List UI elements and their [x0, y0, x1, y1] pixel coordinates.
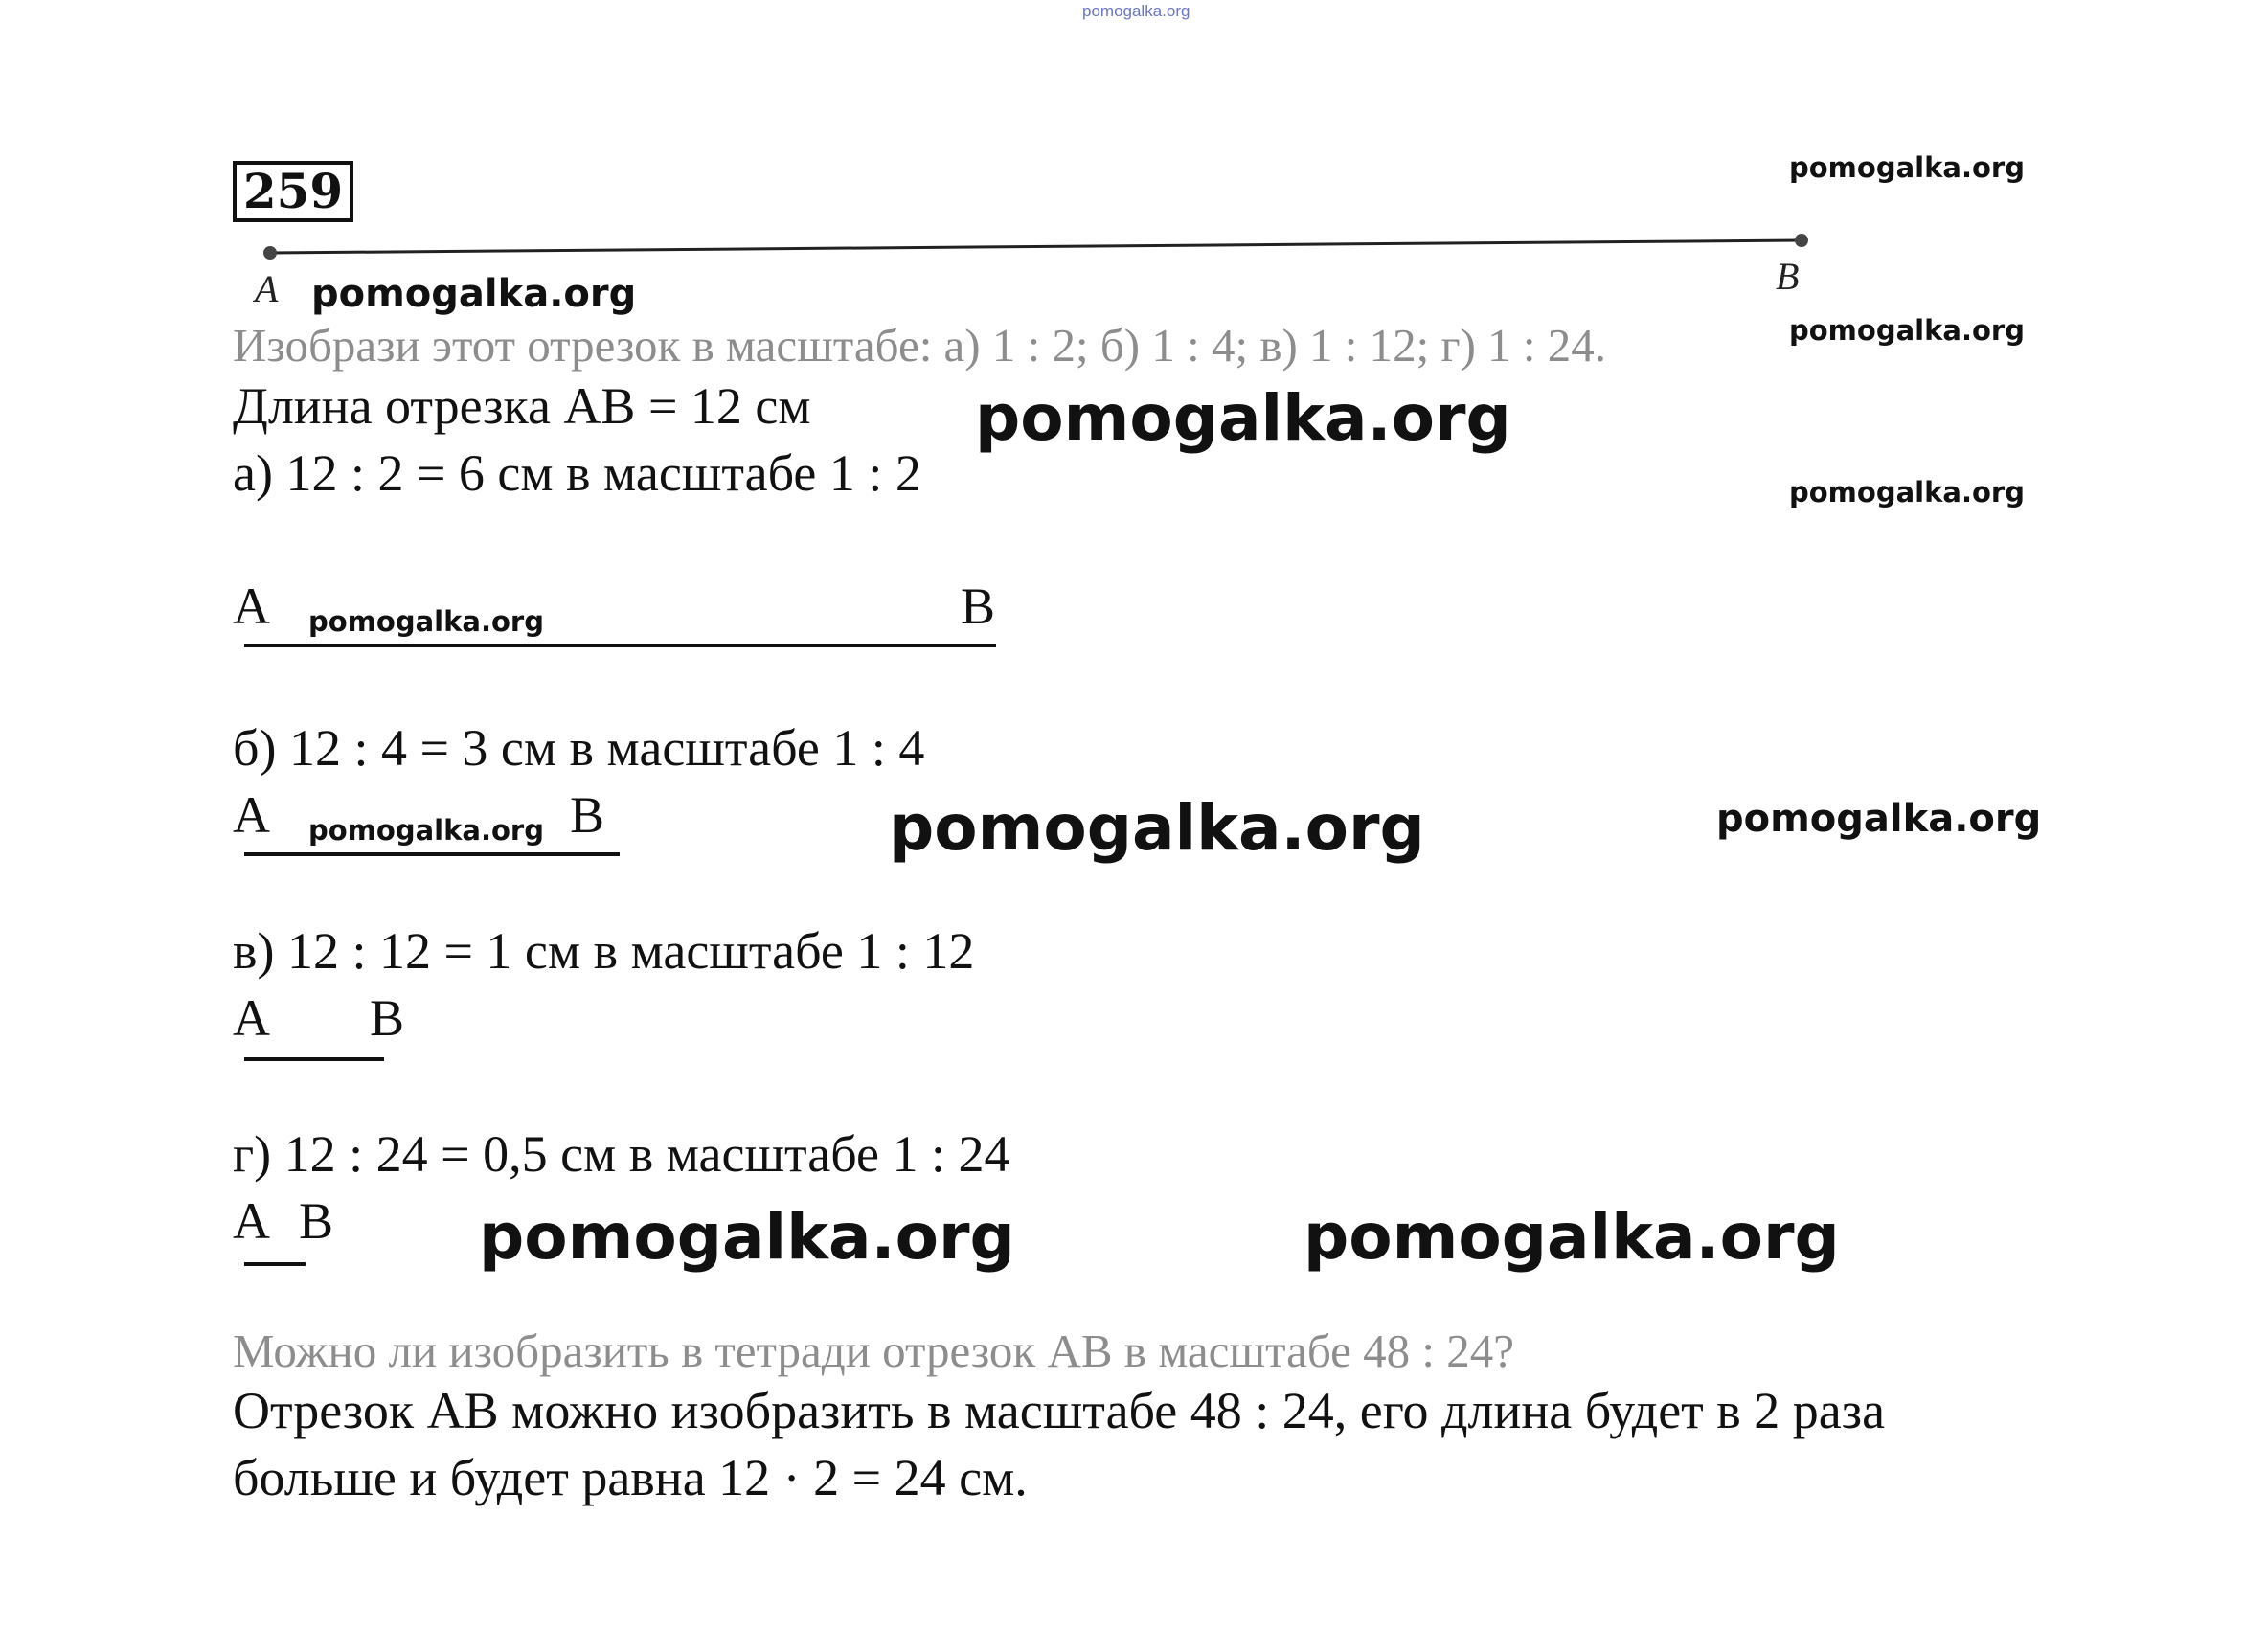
part-c-point-b: В	[370, 989, 405, 1047]
watermark-large-1: pomogalka.org	[975, 381, 1511, 455]
part-b-text: б) 12 : 4 = 3 см в масштабе 1 : 4	[233, 719, 925, 777]
figure-point-a-label: A	[255, 267, 279, 310]
part-d-segment	[244, 1262, 306, 1266]
part-a-point-b: В	[961, 577, 996, 635]
part-d-point-b: В	[299, 1192, 334, 1250]
answer-2-line-1: Отрезок АВ можно изобразить в масштабе 48 : 24, его длина будет в 2 раза	[233, 1382, 1886, 1439]
segment-ab-line	[270, 240, 1802, 253]
part-d-text: г) 12 : 24 = 0,5 см в масштабе 1 : 24	[233, 1125, 1010, 1183]
point-b-dot	[1795, 234, 1808, 247]
part-c-point-a: А	[233, 989, 270, 1047]
part-a-segment	[244, 644, 996, 647]
part-d-point-a: А	[233, 1192, 270, 1250]
watermark-medium-2: pomogalka.org	[1716, 797, 2042, 841]
watermark-small-4: pomogalka.org	[308, 605, 544, 638]
watermark-large-3: pomogalka.org	[479, 1200, 1015, 1274]
watermark-small-2: pomogalka.org	[1789, 314, 2025, 347]
watermark-small-5: pomogalka.org	[308, 814, 544, 847]
watermark-top: pomogalka.org	[1082, 2, 1190, 20]
part-c-segment	[244, 1057, 384, 1061]
watermark-small-1: pomogalka.org	[1789, 151, 2025, 184]
answer-2-line-2: больше и будет равна 12 · 2 = 24 см.	[233, 1449, 1028, 1506]
part-a-text: а) 12 : 2 = 6 см в масштабе 1 : 2	[233, 444, 921, 502]
part-a-point-a: А	[233, 577, 270, 635]
watermark-small-3: pomogalka.org	[1789, 476, 2025, 509]
watermark-medium-1: pomogalka.org	[311, 272, 637, 316]
point-a-dot	[263, 246, 277, 260]
given-length: Длина отрезка АВ = 12 см	[233, 377, 811, 435]
watermark-large-4: pomogalka.org	[1304, 1200, 1840, 1274]
figure-point-b-label: B	[1776, 255, 1800, 298]
segment-figure	[259, 230, 1820, 268]
task-number: 259	[233, 161, 353, 222]
part-c-text: в) 12 : 12 = 1 см в масштабе 1 : 12	[233, 922, 975, 980]
watermark-large-2: pomogalka.org	[889, 791, 1425, 865]
part-b-segment	[244, 852, 620, 856]
part-b-point-b: В	[570, 786, 605, 844]
task-question: Изобрази этот отрезок в масштабе: а) 1 : 2; б) 1 : 4; в) 1 : 12; г) 1 : 24.	[233, 319, 1607, 372]
question-2: Можно ли изобразить в тетради отрезок АВ в масштабе 48 : 24?	[233, 1324, 1515, 1377]
part-b-point-a: А	[233, 786, 270, 844]
